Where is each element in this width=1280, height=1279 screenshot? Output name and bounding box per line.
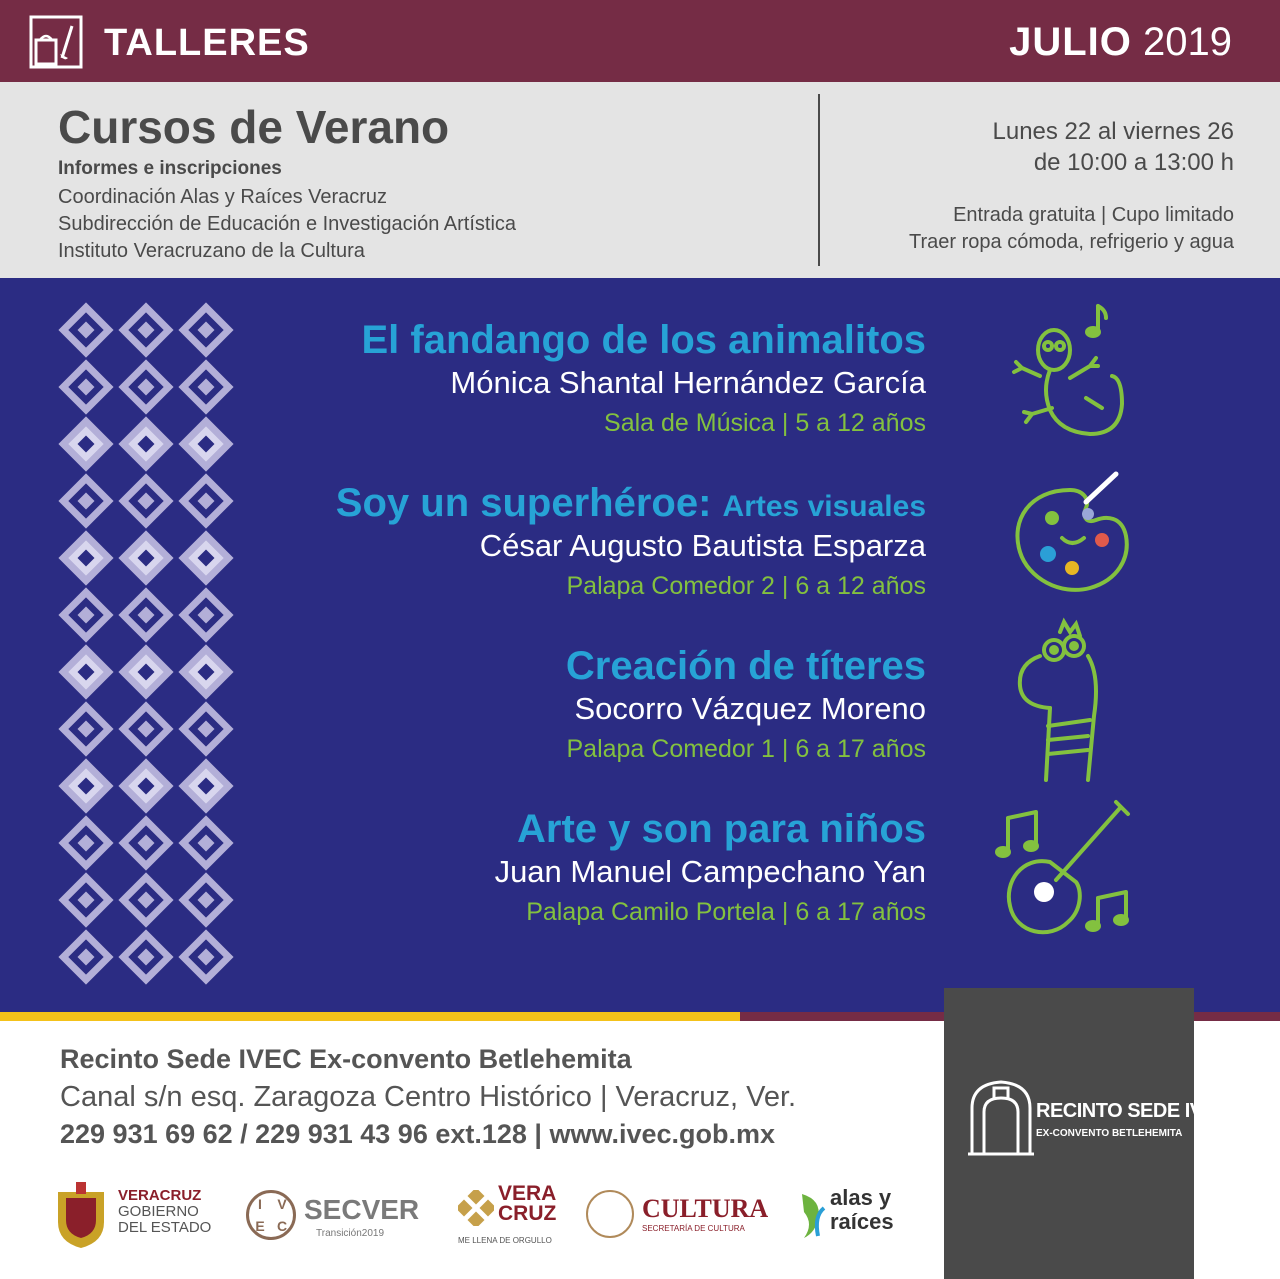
building-arch-icon <box>966 1078 1036 1158</box>
pattern-diamond <box>63 307 108 352</box>
divider-stripe-yellow <box>0 1012 740 1021</box>
logo-text: VERACRUZ <box>118 1187 202 1204</box>
logo-text: CRUZ <box>498 1202 557 1225</box>
pattern-diamond <box>123 478 168 523</box>
sponsor-logos <box>52 1180 922 1250</box>
logo-text: E <box>255 1218 265 1234</box>
recinto-title: RECINTO SEDE IVEC <box>1036 1100 1230 1122</box>
course-meta: Palapa Comedor 2 | 6 a 12 años <box>566 572 926 600</box>
logo-text: GOBIERNO <box>118 1203 199 1220</box>
alas-y-raices-logo <box>798 1180 918 1250</box>
pattern-diamond <box>183 934 228 979</box>
pattern-diamond <box>183 535 228 580</box>
pattern-diamond <box>183 307 228 352</box>
paint-palette-icon <box>990 468 1150 618</box>
paint-bucket-brush-icon <box>28 14 84 70</box>
pattern-diamond <box>123 934 168 979</box>
pattern-diamond <box>63 592 108 637</box>
course-meta: Palapa Camilo Portela | 6 a 17 años <box>526 898 926 926</box>
logo-text: raíces <box>830 1209 894 1234</box>
veracruz-brand-logo <box>456 1180 566 1250</box>
pattern-diamond <box>183 421 228 466</box>
guitar-music-notes-icon <box>990 798 1150 958</box>
logo-text: VERA <box>498 1182 557 1205</box>
lizard-music-note-icon <box>990 298 1150 448</box>
pattern-diamond <box>63 535 108 580</box>
info-title: Cursos de Verano <box>58 101 450 153</box>
course-title-main: Soy un superhéroe: <box>335 481 712 525</box>
knot-pattern-icon <box>458 1190 494 1226</box>
logo-text: SECRETARÍA DE CULTURA <box>642 1224 745 1233</box>
course-teacher: Socorro Vázquez Moreno <box>574 691 926 726</box>
course-meta: Sala de Música | 5 a 12 años <box>604 409 926 437</box>
recinto-subtitle: EX-CONVENTO BETLEHEMITA <box>1036 1128 1183 1139</box>
note-line: Entrada gratuita | Cupo limitado <box>953 204 1234 226</box>
schedule <box>993 116 1235 178</box>
venue-name: Recinto Sede IVEC Ex-convento Betlehemita <box>60 1044 632 1074</box>
course-title: Arte y son para niños <box>517 807 926 851</box>
schedule-hours: de 10:00 a 13:00 h <box>1033 149 1234 176</box>
logo-text: C <box>276 1218 288 1234</box>
course-item <box>566 644 926 764</box>
recinto-sede-badge <box>944 988 1230 1279</box>
header-bar <box>0 0 1280 82</box>
cultura-logo <box>586 1180 776 1250</box>
pattern-diamond <box>123 820 168 865</box>
pattern-diamond <box>63 478 108 523</box>
ivec-secver-logo <box>246 1180 436 1250</box>
course-item <box>336 481 926 601</box>
header-date <box>1009 20 1232 65</box>
pattern-diamond <box>123 364 168 409</box>
pattern-diamond <box>63 934 108 979</box>
info-divider <box>818 94 820 266</box>
info-line: Instituto Veracruzano de la Cultura <box>58 240 365 262</box>
course-teacher: Juan Manuel Campechano Yan <box>494 854 926 889</box>
pattern-diamond <box>63 364 108 409</box>
notes <box>909 202 1234 256</box>
logo-text: SECVER <box>304 1194 420 1225</box>
pattern-diamond <box>63 820 108 865</box>
course-title <box>336 481 926 526</box>
pattern-diamond <box>183 592 228 637</box>
pattern-diamond <box>123 421 168 466</box>
pattern-diamond <box>183 706 228 751</box>
pattern-diamond <box>183 820 228 865</box>
logo-text: DEL ESTADO <box>118 1219 212 1236</box>
pattern-diamond <box>63 877 108 922</box>
courses-panel <box>0 278 1280 1012</box>
info-line: Coordinación Alas y Raíces Veracruz <box>58 186 388 208</box>
ivec-seal <box>246 1190 296 1240</box>
logo-text: V <box>277 1196 287 1212</box>
course-title: El fandango de los animalitos <box>361 318 926 362</box>
course-item <box>361 318 926 438</box>
schedule-days: Lunes 22 al viernes 26 <box>992 118 1234 145</box>
mexico-seal-icon <box>586 1190 634 1238</box>
course-meta: Palapa Comedor 1 | 6 a 17 años <box>566 735 926 763</box>
leaf-icon <box>798 1190 828 1240</box>
header-month: JULIO <box>1009 20 1132 64</box>
header-title: TALLERES <box>104 22 310 64</box>
pattern-diamond <box>63 421 108 466</box>
geometric-pattern-decoration <box>56 300 236 990</box>
logo-text: Transición2019 <box>316 1228 385 1239</box>
course-teacher: Mónica Shantal Hernández García <box>450 365 926 400</box>
pattern-diamond <box>123 535 168 580</box>
course-teacher: César Augusto Bautista Esparza <box>479 528 926 563</box>
pattern-diamond <box>123 763 168 808</box>
venue-contact: 229 931 69 62 / 229 931 43 96 ext.128 | www.ivec.gob.mx <box>60 1119 776 1149</box>
veracruz-government-logo <box>52 1180 222 1250</box>
pattern-diamond <box>123 706 168 751</box>
pattern-diamond <box>183 649 228 694</box>
pattern-diamond <box>123 649 168 694</box>
sock-puppet-icon <box>990 616 1150 786</box>
venue-address: Canal s/n esq. Zaragoza Centro Histórico | Veracruz, Ver. <box>60 1081 797 1113</box>
info-panel <box>0 82 1280 278</box>
pattern-diamond <box>63 763 108 808</box>
logo-text: I <box>258 1196 262 1212</box>
course-item <box>495 807 926 927</box>
pattern-diamond <box>183 763 228 808</box>
pattern-diamond <box>183 364 228 409</box>
pattern-diamond <box>63 706 108 751</box>
logo-text: ME LLENA DE ORGULLO <box>458 1236 552 1245</box>
course-title-sub: Artes visuales <box>722 490 926 523</box>
pattern-diamond <box>63 649 108 694</box>
course-title: Creación de títeres <box>565 644 926 688</box>
pattern-diamond <box>183 478 228 523</box>
header-year: 2019 <box>1143 20 1232 64</box>
note-line: Traer ropa cómoda, refrigerio y agua <box>909 231 1234 253</box>
coat-of-arms-icon <box>52 1180 110 1250</box>
pattern-diamond <box>123 877 168 922</box>
info-line: Subdirección de Educación e Investigación Artística <box>58 213 517 235</box>
logo-text: CULTURA <box>642 1194 769 1223</box>
pattern-diamond <box>123 307 168 352</box>
pattern-diamond <box>183 877 228 922</box>
info-subtitle: Informes e inscripciones <box>58 158 282 179</box>
pattern-diamond <box>123 592 168 637</box>
logo-text: alas y <box>830 1185 892 1210</box>
